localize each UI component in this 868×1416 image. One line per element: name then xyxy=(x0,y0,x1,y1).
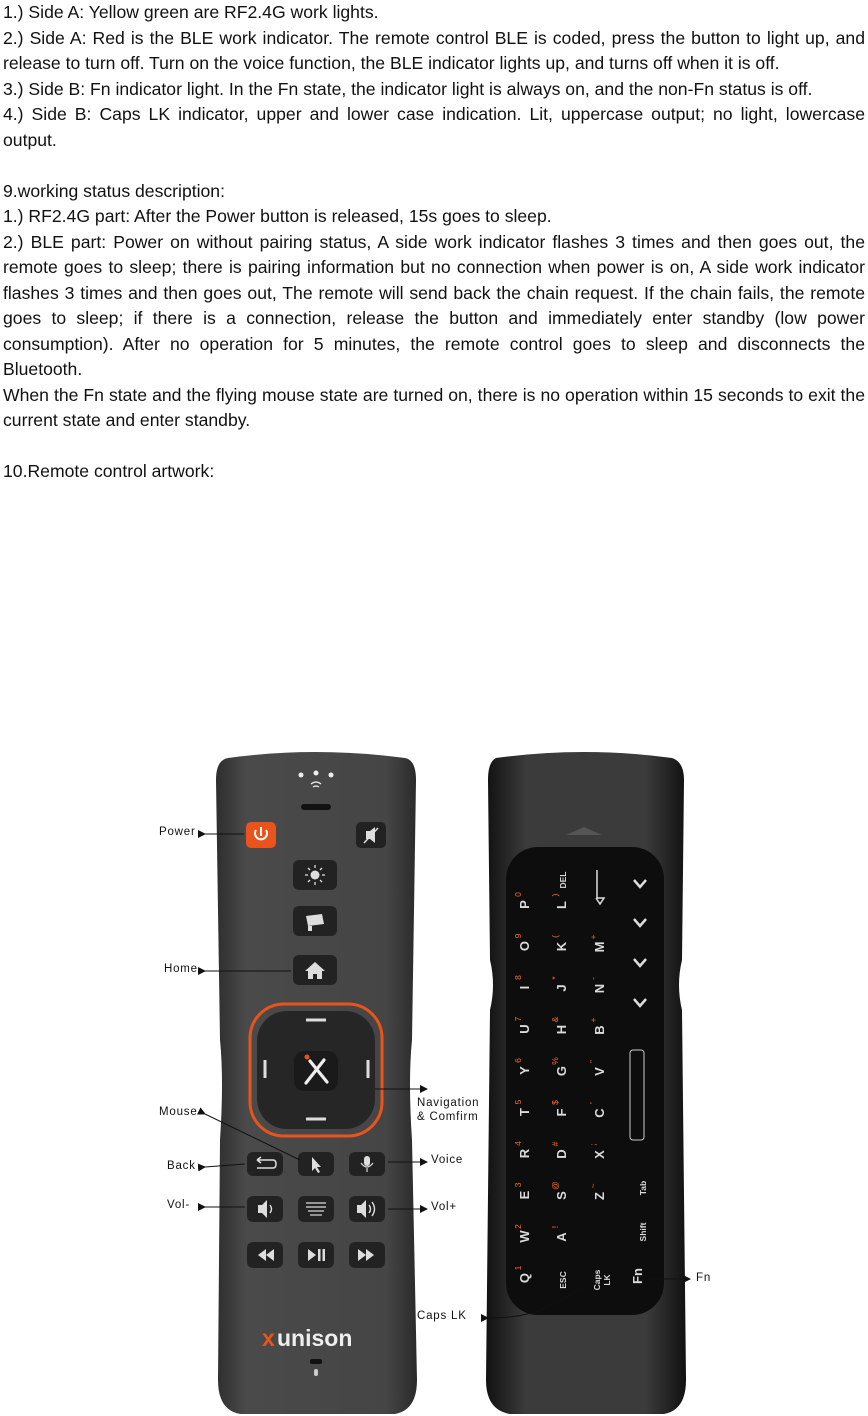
indicator-slot xyxy=(310,1359,322,1364)
key-i[interactable]: I xyxy=(517,985,532,990)
label-navigation: Navigation xyxy=(417,1097,480,1109)
key-l[interactable]: L xyxy=(554,901,569,909)
blank-line xyxy=(3,153,865,179)
key-q[interactable]: Q xyxy=(517,1272,532,1284)
label-vol-plus: Vol+ xyxy=(431,1201,457,1213)
voice-button[interactable] xyxy=(349,1152,385,1176)
key-k[interactable]: K xyxy=(554,941,569,952)
key-symbol: + xyxy=(588,934,598,940)
label-home: Home xyxy=(164,963,198,975)
key-e[interactable]: E xyxy=(517,1190,532,1200)
brightness-button[interactable] xyxy=(293,860,337,890)
key-symbol: ; xyxy=(588,1143,598,1146)
back-button[interactable] xyxy=(247,1152,283,1176)
key-symbol: # xyxy=(550,1141,560,1147)
key-symbol: ~ xyxy=(588,1183,598,1189)
key-u[interactable]: U xyxy=(517,1024,532,1034)
key-symbol: " xyxy=(588,1059,598,1064)
indicator-light xyxy=(299,773,304,778)
key-h[interactable]: H xyxy=(554,1024,569,1035)
rewind-button[interactable] xyxy=(247,1242,283,1268)
paragraph: 2.) Side A: Red is the BLE work indicator. The remote control BLE is coded, press the button to light up, and release to turn off. Turn on the voice function, the BLE indicator lights up, and turns off when it is off. xyxy=(3,27,865,73)
volume-down-button[interactable] xyxy=(247,1196,283,1222)
key-symbol: ! xyxy=(550,1225,560,1229)
navigation-pad[interactable] xyxy=(250,1004,382,1136)
key-caps-lk[interactable]: LK xyxy=(602,1274,612,1286)
key-symbol: ) xyxy=(550,893,560,897)
microphone-icon xyxy=(364,1156,370,1166)
key-v[interactable]: V xyxy=(592,1067,607,1076)
key-symbol: 4 xyxy=(513,1141,523,1146)
mic-slot xyxy=(301,804,331,810)
key-symbol: 0 xyxy=(513,892,523,897)
power-button[interactable] xyxy=(246,822,276,848)
key-r[interactable]: R xyxy=(517,1148,532,1159)
label-vol-minus: Vol- xyxy=(167,1199,191,1211)
key-z[interactable]: Z xyxy=(592,1192,607,1200)
key-f[interactable]: F xyxy=(554,1108,569,1117)
play-pause-button[interactable] xyxy=(298,1242,334,1268)
key-fn[interactable]: Fn xyxy=(630,1268,645,1284)
paragraph: 3.) Side B: Fn indicator light. In the Fn state, the indicator light is always on, and the non-Fn status is off. xyxy=(3,78,813,99)
key-o[interactable]: O xyxy=(517,940,532,952)
key-g[interactable]: G xyxy=(554,1065,569,1077)
key-tab[interactable]: Tab xyxy=(638,1180,648,1196)
label-fn: Fn xyxy=(696,1272,712,1284)
paragraph: 1.) RF2.4G part: After the Power button is released, 15s goes to sleep. xyxy=(3,206,552,226)
paragraph: 4.) Side B: Caps LK indicator, upper and lower case indication. Lit, uppercase output; no light, lowercase output. xyxy=(3,104,865,150)
key-x[interactable]: X xyxy=(592,1150,607,1159)
microphone-icon xyxy=(314,1369,318,1376)
brand-logo: unison xyxy=(277,1325,353,1351)
mute-button[interactable] xyxy=(356,822,386,848)
label-back: Back xyxy=(167,1160,196,1172)
menu-button[interactable] xyxy=(298,1196,334,1222)
key-m[interactable]: M xyxy=(592,941,607,953)
key-symbol: 3 xyxy=(513,1182,523,1188)
remote-control-artwork xyxy=(0,740,868,1416)
key-symbol: 5 xyxy=(513,1099,523,1105)
label-voice: Voice xyxy=(431,1154,464,1166)
blank-line xyxy=(3,434,865,460)
key-symbol: ( xyxy=(550,935,560,938)
label-mouse: Mouse xyxy=(159,1106,198,1118)
key-symbol: $ xyxy=(550,1100,560,1105)
key-t[interactable]: T xyxy=(517,1108,532,1116)
key-c[interactable]: C xyxy=(592,1108,607,1118)
key-symbol: * xyxy=(550,976,560,980)
key-caps[interactable]: Caps xyxy=(592,1269,602,1291)
key-symbol: @ xyxy=(550,1181,560,1190)
key-symbol: 1 xyxy=(513,1265,523,1271)
key-symbol: 6 xyxy=(513,1058,523,1063)
key-symbol: % xyxy=(550,1057,560,1065)
key-w[interactable]: W xyxy=(517,1230,532,1243)
fast-forward-button[interactable] xyxy=(349,1242,385,1268)
camera-button[interactable] xyxy=(293,906,337,936)
key-symbol: + xyxy=(588,1017,598,1023)
key-p[interactable]: P xyxy=(517,900,532,909)
brightness-icon xyxy=(311,871,320,880)
key-esc[interactable]: ESC xyxy=(558,1271,568,1289)
label-power: Power xyxy=(159,826,196,838)
key-del[interactable]: DEL xyxy=(558,871,568,889)
mouse-button[interactable] xyxy=(298,1152,334,1176)
key-symbol: 8 xyxy=(513,975,523,980)
paragraph: 1.) Side A: Yellow green are RF2.4G work lights. xyxy=(3,2,379,22)
indicator-light xyxy=(329,773,334,778)
key-symbol: & xyxy=(550,1016,560,1023)
key-symbol: 2 xyxy=(513,1224,523,1229)
key-a[interactable]: A xyxy=(554,1232,569,1242)
camera-icon xyxy=(306,914,324,926)
section-heading: 9.working status description: xyxy=(3,180,225,201)
key-j[interactable]: J xyxy=(554,984,569,992)
remote-side-a xyxy=(216,752,417,1414)
home-button[interactable] xyxy=(293,955,337,985)
label-caps-lk: Caps LK xyxy=(417,1310,467,1322)
label-confirm: & Comfirm xyxy=(417,1111,479,1123)
section-heading: 10.Remote control artwork: xyxy=(3,461,215,481)
key-b[interactable]: B xyxy=(592,1025,607,1035)
volume-up-button[interactable] xyxy=(349,1196,385,1222)
key-n[interactable]: N xyxy=(592,983,607,994)
indicator-light xyxy=(314,771,319,776)
paragraph: When the Fn state and the flying mouse state are turned on, there is no operation within 15 seconds to exit the current state and enter standby. xyxy=(3,384,865,430)
key-symbol: 7 xyxy=(513,1016,523,1022)
key-symbol: - xyxy=(588,977,598,980)
document-text xyxy=(3,0,865,485)
paragraph: 2.) BLE part: Power on without pairing status, A side work indicator flashes 3 times and then goes out, the remote goes to sleep; there is pairing information but no connection when power is on, A side work indicator flashes 3 times and then goes out, The remote will send back the chain request. If the chain fails, the remote goes to sleep; if there is a connection, release the button and immediately enter standby (low power consumption). After no operation for 5 minutes, the remote control goes to sleep and disconnects the Bluetooth. xyxy=(3,231,865,379)
key-d[interactable]: D xyxy=(554,1149,569,1159)
remote-side-b xyxy=(486,752,686,1414)
keyboard-panel xyxy=(506,847,664,1315)
key-y[interactable]: Y xyxy=(517,1066,532,1075)
key-s[interactable]: S xyxy=(554,1191,569,1200)
key-symbol: 9 xyxy=(513,933,523,939)
key-shift[interactable]: Shift xyxy=(638,1222,648,1242)
brand-prefix: x xyxy=(262,1325,275,1351)
key-symbol: ' xyxy=(588,1102,598,1104)
